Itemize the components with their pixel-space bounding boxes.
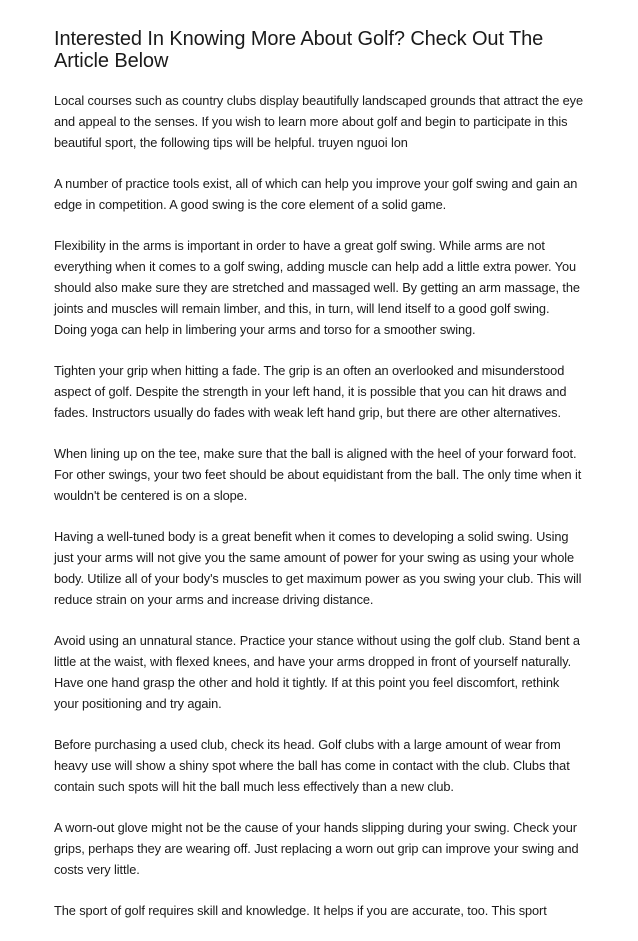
document-page: [54, 28, 584, 941]
paragraph-2: A number of practice tools exist, all of which can help you improve your golf swing and gain an edge in competition. A good swing is the core element of a solid game.: [54, 176, 578, 212]
paragraph-4: Tighten your grip when hitting a fade. The grip is an often an overlooked and misunderstood aspect of golf. Despite the strength in your left hand, it is possible that you can hit draws and fades. Instructors usually do fades with weak left hand grip, but there are other alternatives.: [54, 363, 567, 420]
article-title: Interested In Knowing More About Golf? Check Out The Article Below: [54, 28, 544, 72]
paragraph-1: Local courses such as country clubs display beautifully landscaped grounds that attract the eye and appeal to the senses. If you wish to learn more about golf and begin to participate in this beautiful sport, the following tips will be helpful. truyen nguoi lon: [54, 93, 583, 150]
paragraph-10: The sport of golf requires skill and knowledge. It helps if you are accurate, too. This sport: [54, 903, 547, 918]
paragraph-3: Flexibility in the arms is important in order to have a great golf swing. While arms are not everything when it comes to a golf swing, adding muscle can help add a little extra power. You should also make sure they are stretched and massaged well. By getting an arm massage, the joints and muscles will remain limber, and this, in turn, will lend itself to a good golf swing. Doing yoga can help in limbering your arms and torso for a smoother swing.: [54, 238, 580, 337]
paragraph-5: When lining up on the tee, make sure that the ball is aligned with the heel of your forward foot. For other swings, your two feet should be about equidistant from the ball. The only time when it wouldn't be centered is on a slope.: [54, 446, 582, 503]
paragraph-7: Avoid using an unnatural stance. Practice your stance without using the golf club. Stand bent a little at the waist, with flexed knees, and have your arms dropped in front of yourself naturally. Have one hand grasp the other and hold it tightly. If at this point you feel discomfort, rethink your positioning and try again.: [54, 633, 580, 711]
paragraph-9: A worn-out glove might not be the cause of your hands slipping during your swing. Check your grips, perhaps they are wearing off. Just replacing a worn out grip can improve your swing and costs very little.: [54, 820, 579, 877]
paragraph-6: Having a well-tuned body is a great benefit when it comes to developing a solid swing. Using just your arms will not give you the same amount of power for your swing as using your whole body. Utilize all of your body's muscles to get maximum power as you swing your club. This will reduce strain on your arms and increase driving distance.: [54, 529, 582, 607]
paragraph-8: Before purchasing a used club, check its head. Golf clubs with a large amount of wear from heavy use will show a shiny spot where the ball has come in contact with the club. Clubs that contain such spots will hit the ball much less effectively than a new club.: [54, 737, 570, 794]
